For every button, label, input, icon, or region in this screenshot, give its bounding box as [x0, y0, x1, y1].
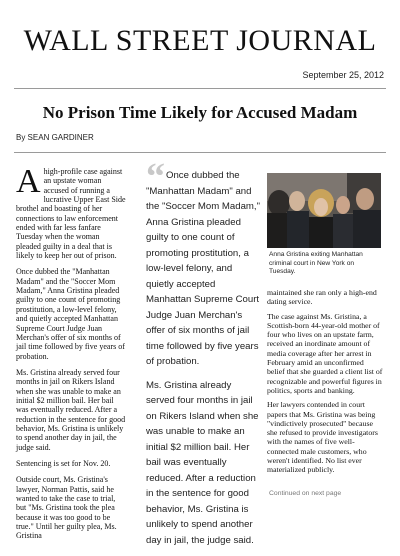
photo-illustration: [267, 173, 381, 248]
paragraph-text: high-profile case against an upstate woman accused of running a lucrative Upper East Side brothel and boasting of her connections to law enforcement ended with far less fanfare Tuesday when the woman pleaded guilty in a deal that is likely to keep her out of prison.: [16, 167, 126, 261]
byline-divider: [14, 152, 386, 153]
continued-link[interactable]: Continued on next page: [269, 490, 342, 497]
paragraph: [16, 163, 126, 261]
news-photo: [267, 173, 381, 248]
headline: No Prison Time Likely for Accused Madam: [42, 103, 358, 122]
top-divider: [14, 88, 386, 89]
paragraph: The case against Ms. Gristina, a Scottish-born 44-year-old mother of four who lives on an upstate farm, received an inordinate amount of media coverage after her arrest in February amid an unconfirmed belief that she guarded a client list of recognizable and powerful figures in politics, sports and banking.: [267, 311, 383, 395]
paragraph: maintained she ran only a high-end dating service.: [267, 288, 377, 307]
pull-quote-paragraph: Once dubbed the "Manhattan Madam" and the "Soccer Mom Madam," Anna Gristina pleaded guilty to one count of promoting prostitution, a low-level felony, and quietly accepted Manhattan Supreme Court Judge Juan Merchan's offer of six months of jail time followed by five years of probation.: [146, 170, 260, 367]
masthead: WALL STREET JOURNAL: [23, 24, 377, 57]
paragraph: Ms. Gristina already served four months in jail on Rikers Island when she was unable to make an initial $2 million bail. Her bail was eventually reduced. After a reduction in the sentence for good behavior, Ms. Gristina is unlikely to spend another day in jail, the judge said.: [16, 367, 126, 452]
pull-quote: [146, 168, 262, 556]
article-date: September 25, 2012: [302, 70, 384, 80]
paragraph: Outside court, Ms. Gristina's lawyer, Norman Pattis, said he wanted to take the case to trial, but "Ms. Gristina took the plea because it was too good to be true." Until her guilty plea, Ms. Gristina: [16, 475, 117, 541]
paragraph: Her lawyers contended in court papers that Ms. Gristina was being "vindictively prosecuted" because she refused to provide investigators with the names of five well-connected male customers, who weren't identified. No list ever materialized publicly.: [267, 400, 378, 475]
photo-caption: Anna Gristina exiting Manhattan criminal court in New York on Tuesday.: [269, 251, 363, 276]
quote-mark-icon: “: [146, 156, 165, 198]
article-column-3: [267, 288, 383, 480]
paragraph: Once dubbed the "Manhattan Madam" and the "Soccer Mom Madam," Anna Gristina pleaded guilty to one count of promoting prostitution, a low-level felony, and quietly accepted Manhattan Supreme Court Judge Juan Merchan's offer of six months of jail time followed by five years of probation.: [16, 267, 125, 361]
article-column-1: [16, 163, 126, 548]
byline: By SEAN GARDINER: [16, 133, 94, 142]
drop-cap: A: [16, 163, 41, 200]
pull-quote-paragraph: Ms. Gristina already served four months in jail on Rikers Island when she was unable to make an initial $2 million bail. Her bail was eventually reduced. After a reduction in the sentence for good behavior, Ms. Gristina is unlikely to spend another day in jail, the judge said.: [146, 379, 259, 546]
paragraph: Sentencing is set for Nov. 20.: [16, 458, 111, 468]
